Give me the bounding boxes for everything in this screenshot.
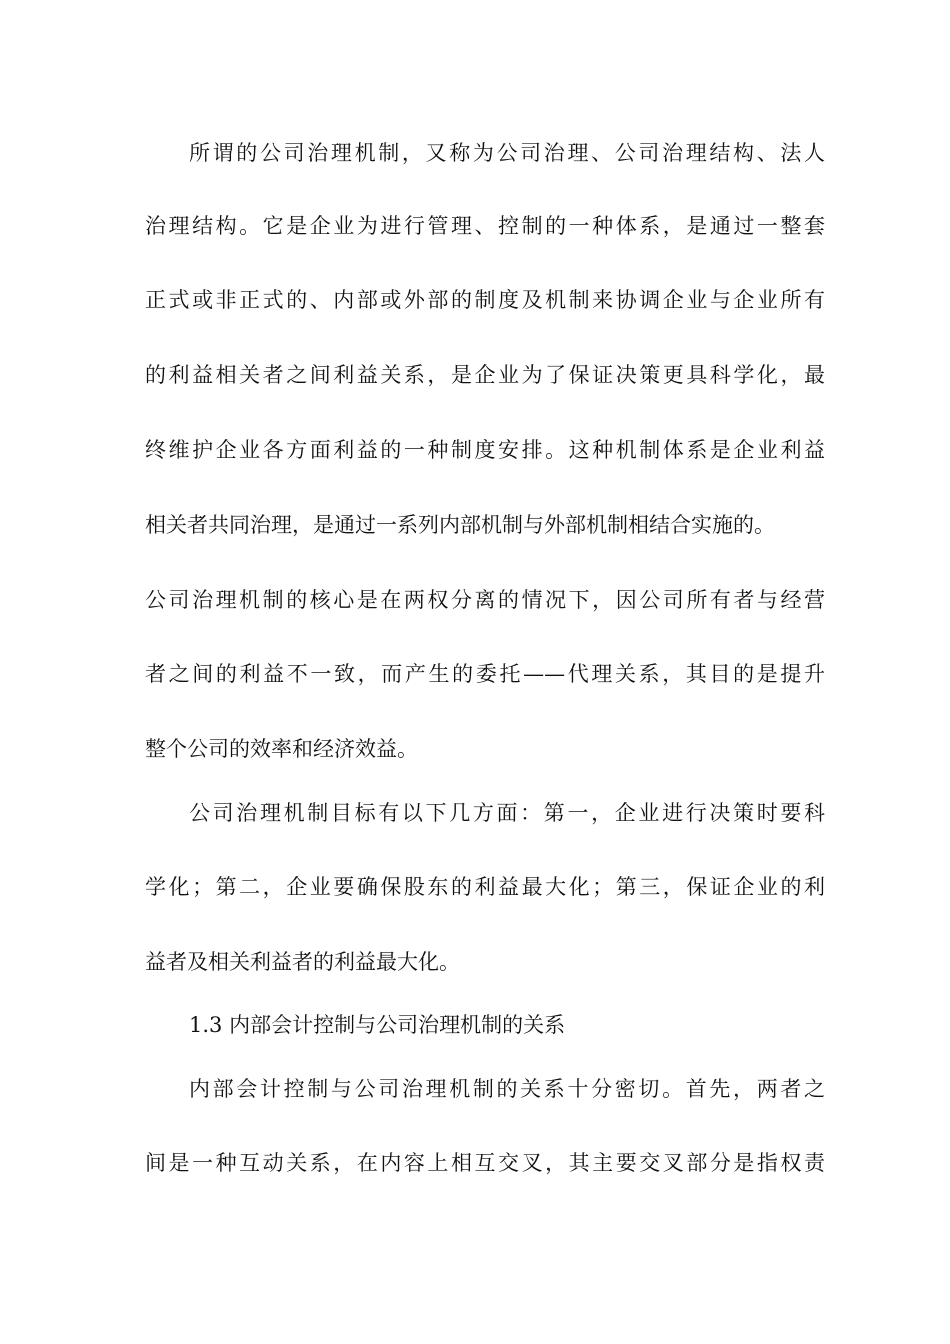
paragraph-2-line-3: 益者及相关利益者的利益最大化。 xyxy=(145,950,460,974)
paragraph-1-line-4: 的利益相关者之间利益关系，是企业为了保证决策更具科学化，最 xyxy=(145,363,825,387)
paragraph-1-line-5: 终维护企业各方面利益的一种制度安排。这种机制体系是企业利益 xyxy=(145,438,825,462)
paragraph-1-line-7: 公司治理机制的核心是在两权分离的情况下，因公司所有者与经营 xyxy=(145,588,825,612)
paragraph-1-line-3: 正式或非正式的、内部或外部的制度及机制来协调企业与企业所有 xyxy=(145,288,825,312)
paragraph-4-line-2: 间是一种互动关系，在内容上相互交叉，其主要交叉部分是指权责 xyxy=(145,1151,825,1175)
paragraph-4-line-1: 内部会计控制与公司治理机制的关系十分密切。首先，两者之 xyxy=(189,1077,825,1101)
paragraph-1-line-6: 相关者共同治理，是通过一系列内部机制与外部机制相结合实施的。 xyxy=(145,513,775,537)
paragraph-2-line-2: 学化；第二，企业要确保股东的利益最大化；第三，保证企业的利 xyxy=(145,875,825,899)
paragraph-1-line-9: 整个公司的效率和经济效益。 xyxy=(145,737,418,761)
section-heading: 1.3 内部会计控制与公司治理机制的关系 xyxy=(189,1013,566,1037)
paragraph-1-line-2: 治理结构。它是企业为进行管理、控制的一种体系，是通过一整套 xyxy=(145,214,825,238)
paragraph-2-line-1: 公司治理机制目标有以下几方面：第一，企业进行决策时要科 xyxy=(189,801,825,825)
paragraph-1-line-1: 所谓的公司治理机制，又称为公司治理、公司治理结构、法人 xyxy=(189,141,825,165)
paragraph-1-line-8: 者之间的利益不一致，而产生的委托——代理关系，其目的是提升 xyxy=(145,662,825,686)
